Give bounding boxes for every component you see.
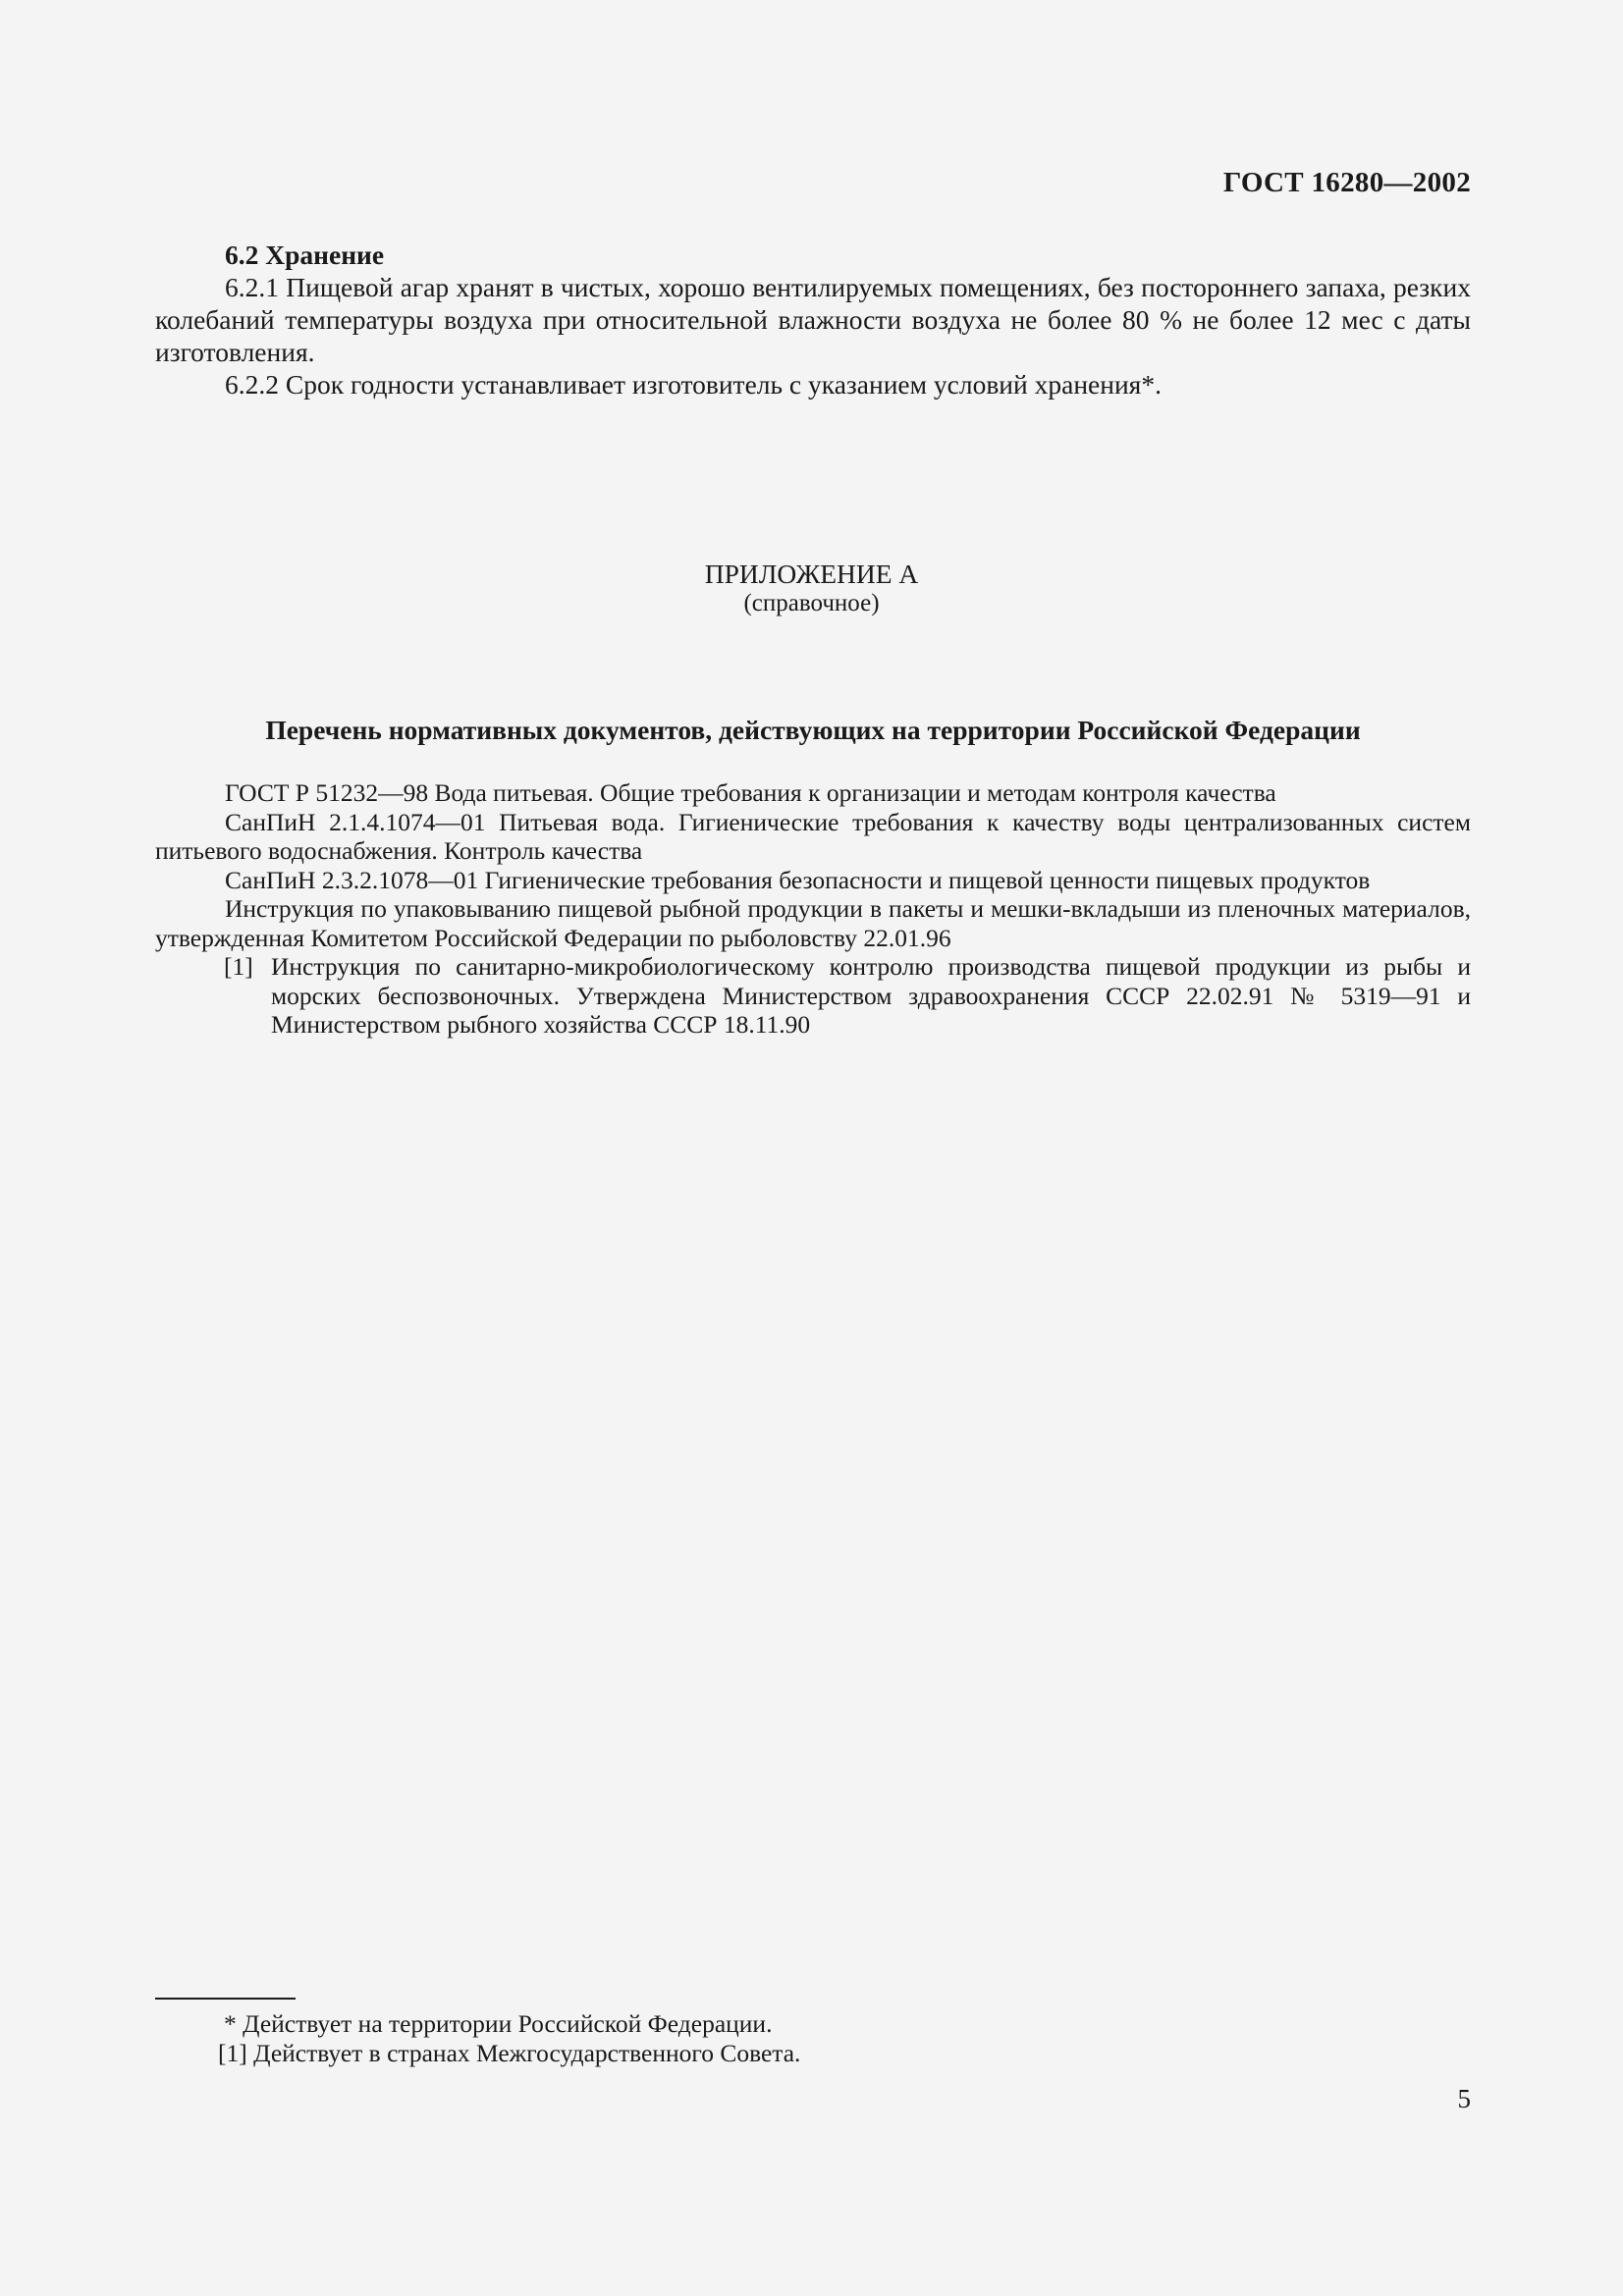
paragraph-6-2-2: 6.2.2 Срок годности устанавливает изготовитель с указанием условий хранения*. [225, 369, 1162, 400]
reference-mark: [1] [224, 952, 253, 981]
reference-item: Инструкция по упаковыванию пищевой рыбной продукции в пакеты и мешки-вкладыши из пленочных материалов, утвержденная Комитетом Российской Федерации по рыболовству 22.01.96 [155, 894, 1471, 952]
footnote: [1] Действует в странах Межгосударственного Совета. [218, 2038, 801, 2067]
footnote-divider [155, 1998, 296, 2000]
reference-list [155, 778, 1471, 1040]
reference-item: ГОСТ Р 51232—98 Вода питьевая. Общие требования к организации и методам контроля качества [225, 778, 1276, 807]
footnote: * Действует на территории Российской Федерации. [224, 2009, 773, 2038]
paragraph-6-2-1: 6.2.1 Пищевой агар хранят в чистых, хорошо вентилируемых помещениях, без постороннего запаха, резких колебаний температуры воздуха при относительной влажности воздуха не более 80 % не более 12 мес с даты изготовления. [155, 272, 1471, 367]
section-heading: 6.2 Хранение [225, 240, 385, 270]
reference-item: СанПиН 2.1.4.1074—01 Питьевая вода. Гигиенические требования к качеству воды централизованных систем питьевого водоснабжения. Контроль качества [155, 807, 1471, 865]
section-6-2 [155, 239, 1471, 400]
page-number: 5 [1457, 2084, 1471, 2113]
annex-title: ПРИЛОЖЕНИЕ А [704, 559, 919, 589]
reference-text: Инструкция по санитарно-микробиологическому контролю производства пищевой продукции из рыбы и морских беспозвоночных. Утверждена Министерством здравоохранения СССР 22.02.91 № 5319—91 и Министерством рыбного хозяйства СССР 18.11.90 [271, 952, 1471, 1039]
annex-subtitle: (справочное) [743, 590, 880, 616]
reference-item: СанПиН 2.3.2.1078—01 Гигиенические требования безопасности и пищевой ценности пищевых продуктов [225, 865, 1371, 894]
standard-header: ГОСТ 16280—2002 [1222, 167, 1471, 198]
annex-heading: Перечень нормативных документов, действующих на территории Российской Федерации [265, 715, 1361, 745]
reference-item-bracketed [155, 952, 1471, 1040]
footnotes [155, 2009, 1471, 2067]
